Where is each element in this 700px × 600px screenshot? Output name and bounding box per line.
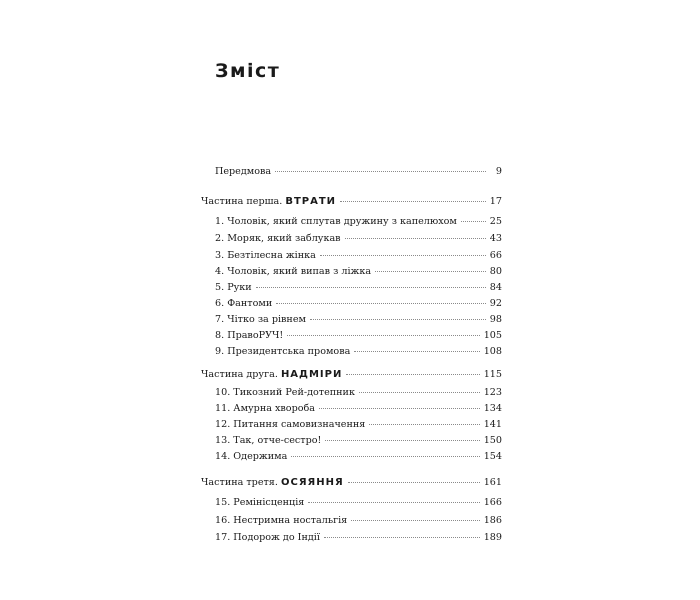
toc-part-page: 115 (483, 369, 502, 380)
toc-part-prefix: Частина перша. (201, 196, 283, 207)
toc-chapter (215, 233, 502, 245)
toc-part-1 (201, 196, 502, 208)
toc-chapter-label: 2. Моряк, який заблукав (215, 233, 341, 244)
toc-chapter (215, 387, 502, 399)
dot-leader (369, 424, 479, 425)
toc-chapter-page: 66 (489, 250, 502, 261)
toc-chapter (215, 282, 502, 294)
dot-leader (345, 238, 486, 239)
toc-part-prefix: Частина друга. (201, 369, 278, 380)
toc-chapter-page: 80 (489, 266, 502, 277)
toc-chapter (215, 330, 502, 342)
toc-chapter-page: 134 (483, 403, 502, 414)
toc-chapter-page: 108 (483, 346, 502, 357)
toc-chapter (215, 435, 502, 447)
toc-part-2 (201, 369, 502, 381)
toc-part-3 (201, 477, 502, 489)
toc-chapter-page: 105 (483, 330, 502, 341)
toc-chapter-label: 16. Нестримна ностальгія (215, 515, 348, 526)
dot-leader (351, 520, 479, 521)
dot-leader (287, 335, 479, 336)
toc-part-label (201, 196, 336, 208)
toc-chapter-label: 14. Одержима (215, 451, 288, 462)
toc-chapter (215, 346, 502, 358)
toc-chapter-label: 15. Ремінісценція (215, 497, 305, 508)
dot-leader (340, 201, 486, 202)
toc-part-prefix: Частина третя. (201, 477, 278, 488)
toc-chapter-page: 123 (483, 387, 502, 398)
toc-part-label (201, 477, 344, 489)
toc-part-page: 17 (489, 196, 502, 207)
toc-part-page: 161 (483, 477, 502, 488)
toc-chapter-page: 84 (489, 282, 502, 293)
toc-chapter (215, 216, 502, 228)
dot-leader (291, 456, 479, 457)
toc-chapter-page: 92 (489, 298, 502, 309)
toc-chapter (215, 532, 502, 544)
dot-leader (310, 319, 486, 320)
toc-part-name: ОСЯЯННЯ (280, 477, 344, 488)
toc-part-name: НАДМІРИ (280, 369, 343, 380)
toc-entry-page: 9 (495, 166, 502, 177)
toc-chapter-label: 3. Безтілесна жінка (215, 250, 316, 261)
toc-chapter-page: 98 (489, 314, 502, 325)
dot-leader (348, 482, 480, 483)
dot-leader (276, 303, 486, 304)
dot-leader (256, 287, 486, 288)
toc-chapter-label: 8. ПравоРУЧ! (215, 330, 284, 341)
dot-leader (275, 171, 486, 172)
toc-chapter-label: 17. Подорож до Індії (215, 532, 320, 543)
toc-chapter (215, 515, 502, 527)
toc-chapter-label: 11. Амурна хвороба (215, 403, 315, 414)
toc-chapter-page: 189 (483, 532, 502, 543)
toc-chapter-page: 186 (483, 515, 502, 526)
toc-chapter-page: 43 (489, 233, 502, 244)
toc-chapter-label: 9. Президентська промова (215, 346, 351, 357)
dot-leader (375, 271, 486, 272)
dot-leader (319, 408, 480, 409)
toc-chapter-page: 141 (483, 419, 502, 430)
toc-part-name: ВТРАТИ (285, 196, 337, 207)
toc-chapter-label: 4. Чоловік, який випав з ліжка (215, 266, 372, 277)
toc-chapter-page: 150 (483, 435, 502, 446)
dot-leader (461, 221, 486, 222)
dot-leader (354, 351, 479, 352)
toc-chapter (215, 266, 502, 278)
toc-chapter (215, 314, 502, 326)
toc-chapter-label: 13. Так, отче-сестро! (215, 435, 322, 446)
toc-chapter (215, 419, 502, 431)
dot-leader (308, 502, 479, 503)
toc-chapter-label: 5. Руки (215, 282, 252, 293)
toc-chapter-label: 6. Фантоми (215, 298, 273, 309)
toc-chapter-page: 154 (483, 451, 502, 462)
dot-leader (324, 537, 480, 538)
dot-leader (359, 392, 480, 393)
toc-entry-preface (215, 166, 502, 178)
toc-chapter-label: 10. Тикозний Рей-дотепник (215, 387, 355, 398)
toc-chapter-label: 1. Чоловік, який сплутав дружину з капелюхом (215, 216, 457, 227)
toc-chapter (215, 451, 502, 463)
toc-chapter-page: 166 (483, 497, 502, 508)
toc-chapter-label: 12. Питання самовизначення (215, 419, 366, 430)
toc-part-label (201, 369, 342, 381)
dot-leader (346, 374, 479, 375)
toc-chapter (215, 250, 502, 262)
dot-leader (325, 440, 479, 441)
toc-chapter (215, 403, 502, 415)
toc-chapter-label: 7. Чітко за рівнем (215, 314, 306, 325)
toc-chapter (215, 298, 502, 310)
toc-chapter-page: 25 (489, 216, 502, 227)
dot-leader (320, 255, 486, 256)
toc-chapter (215, 497, 502, 509)
toc-entry-label: Передмова (215, 166, 272, 177)
page-title: Зміст (215, 60, 281, 82)
